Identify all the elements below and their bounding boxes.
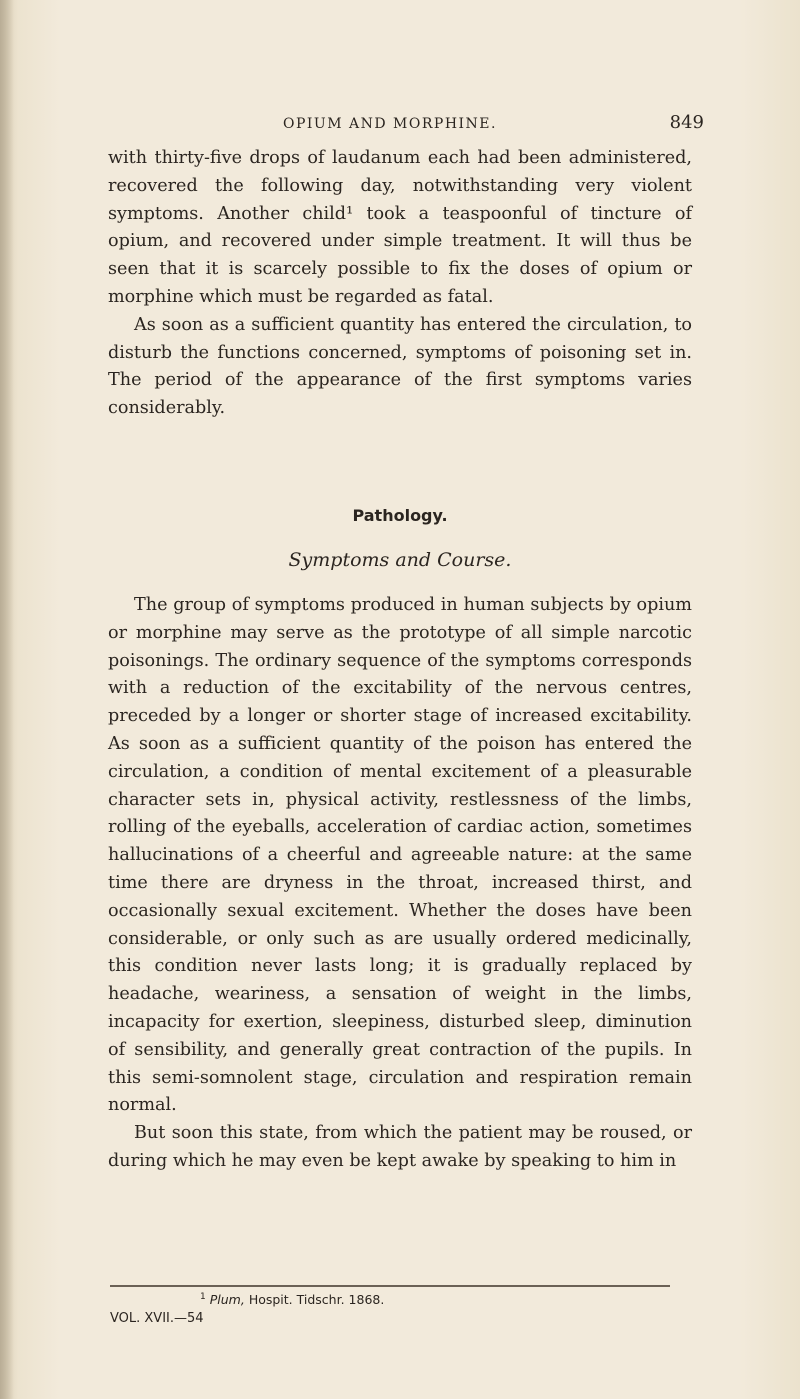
section-heading: Pathology. xyxy=(352,506,448,525)
footnote-divider xyxy=(110,1285,670,1287)
page-number: 849 xyxy=(669,112,704,133)
footnote-text: Hospit. Tidschr. 1868. xyxy=(248,1292,385,1308)
footnote-marker: 1 xyxy=(200,1292,206,1302)
signature-line: VOL. XVII.—54 xyxy=(110,1311,204,1326)
body-text-top xyxy=(108,145,692,423)
running-head xyxy=(90,110,704,140)
paragraph: The group of symptoms produced in human subjects by opium or morphine may serve as the prototype of all simple narcotic poisonings. The ordinary sequence of the symptoms corresponds with a reduction of the excitability of the nervous centres, preceded by a longer or shorter stage of increased excitability. As soon as a sufficient quantity of the poison has entered the circulation, a condition of mental excitement of a pleasurable character sets in, physical activity, restlessness of the limbs, rolling of the eyeballs, acceleration of cardiac action, sometimes hallucinations of a cheerful and agreeable nature: at the same time there are dryness in the throat, increased thirst, and occasionally sexual excitement. Whether the doses have been considerable, or only such as are usually ordered medicinally, this condition never lasts long; it is gradually replaced by headache, weariness, a sensation of weight in the limbs, incapacity for exertion, sleepiness, disturbed sleep, diminution of sensibility, and generally great contraction of the pupils. In this semi-somnolent stage, circulation and respiration remain normal. xyxy=(108,595,692,1116)
paragraph-continued: with thirty-five drops of laudanum each had been administered, recovered the following day, notwithstanding very violent symptoms. Another child¹ took a teaspoonful of tincture of opium, and recovered under simple treatment. It will thus be seen that it is scarcely possible to fix the doses of opium or morphine which must be regarded as fatal. xyxy=(108,148,692,307)
running-title: OPIUM AND MORPHINE. xyxy=(283,116,497,132)
paragraph: As soon as a sufficient quantity has entered the circulation, to disturb the functions concerned, symptoms of poisoning set in. The period of the appearance of the first symptoms varies considerably. xyxy=(108,314,692,419)
paragraph: But soon this state, from which the patient may be roused, or during which he may even be kept awake by speaking to him in xyxy=(108,1123,692,1171)
footnote-source: Plum, xyxy=(209,1292,245,1308)
body-text-bottom xyxy=(108,592,692,1176)
footnote xyxy=(200,1292,384,1307)
page-gutter-shadow xyxy=(0,0,14,1399)
subsection-heading: Symptoms and Course. xyxy=(288,549,512,571)
